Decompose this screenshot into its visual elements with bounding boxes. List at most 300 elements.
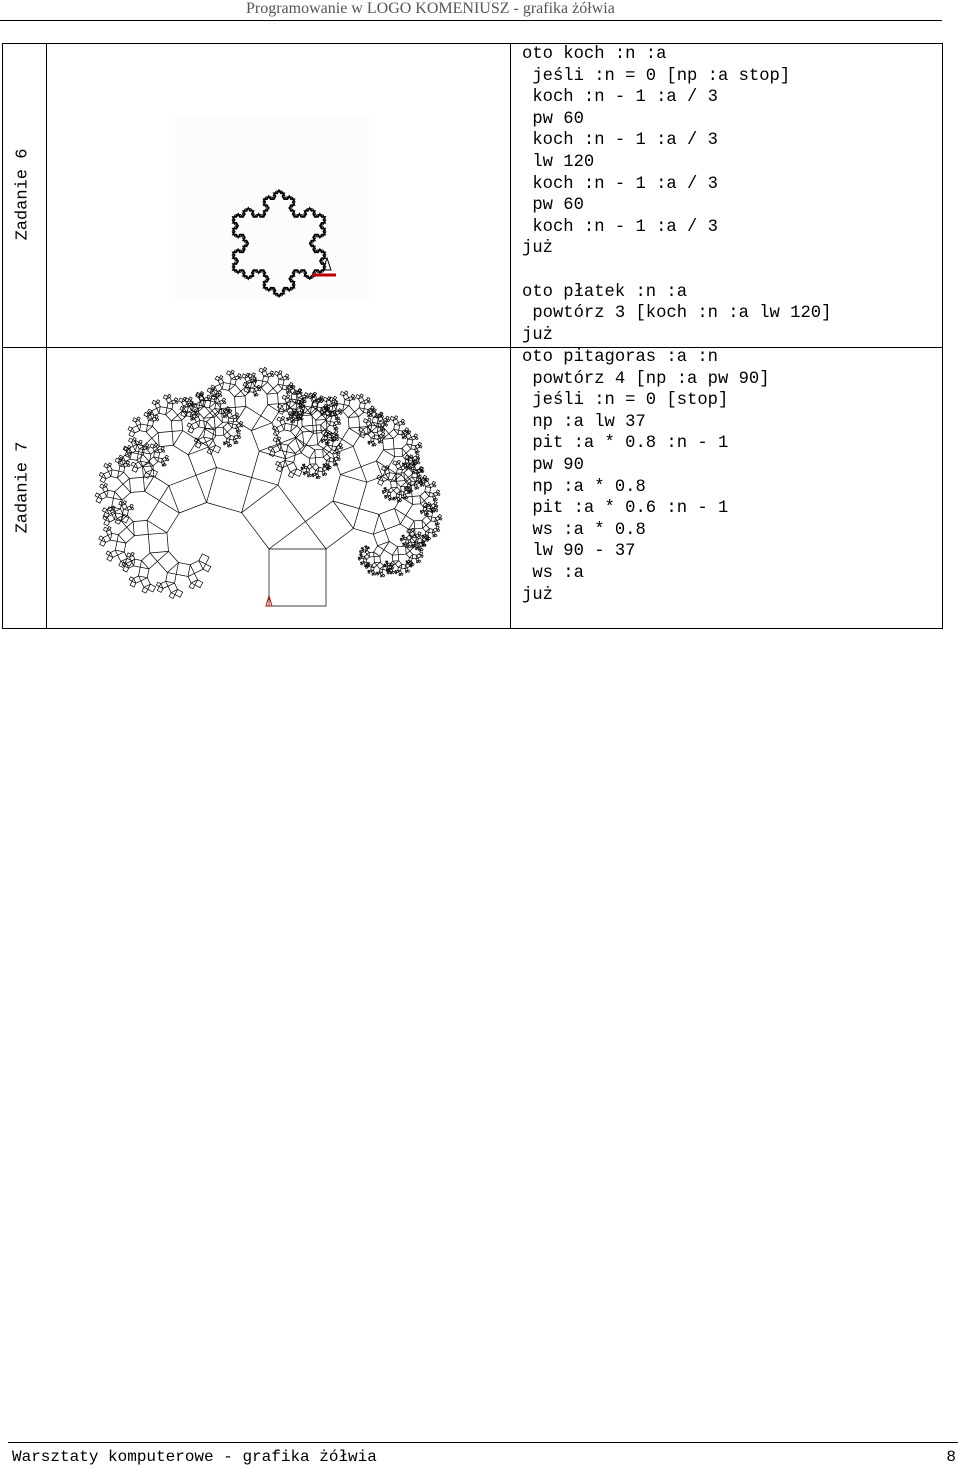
tree-square [199,420,207,428]
tree-square [396,494,399,497]
tree-square [140,424,148,432]
tree-square [389,571,391,574]
tree-square [225,415,228,418]
tree-square [422,535,423,537]
tree-square [148,584,156,592]
tree-square [389,488,394,493]
tree-square [387,492,390,495]
tree-square [406,551,413,558]
tree-square [167,403,173,409]
tree-square [415,488,417,490]
tree-square [148,420,154,426]
tree-square [267,393,278,404]
tree-square [115,541,126,552]
tree-square [143,463,153,473]
tree-square [340,447,343,450]
tree-square [195,580,203,588]
tree-square [174,398,177,401]
tree-square [397,460,400,463]
tree-square [162,450,165,452]
tree-square [223,442,224,443]
tree-square [342,428,360,446]
tree-square [232,424,237,429]
tree-square [189,583,195,589]
tree-square [415,452,417,454]
tree-square [99,472,103,476]
tree-square [401,564,406,569]
tree-square [166,409,178,421]
tree-square [360,562,361,563]
tree-square [372,574,374,576]
tree-square [207,468,252,513]
tree-square [224,443,226,445]
tree-square [400,516,414,530]
tree-square [305,393,308,396]
tree-square [118,527,134,543]
tree-square [419,550,421,552]
tree-square [392,571,395,574]
tree-square [261,405,279,423]
tree-square [263,367,266,370]
tree-square [156,400,159,403]
tree-square [322,474,324,476]
tree-square [222,398,225,401]
tree-square [137,455,149,467]
tree-square [384,542,398,556]
pythagoras-tree-squares [95,367,442,606]
tree-square [420,446,423,449]
code-line: pit :a * 0.6 :n - 1 [522,499,729,519]
tree-square [169,475,207,513]
tree-square [407,439,413,445]
tree-square [228,418,234,424]
tree-square [360,394,363,397]
tree-square [353,509,379,535]
tree-square [299,414,302,417]
tree-square [333,475,367,509]
tree-square [377,573,379,575]
tree-square [236,441,238,443]
code-line: ws :a * 0.8 [522,520,646,540]
tree-square [355,408,364,417]
code-line: pw 60 [522,196,584,216]
tree-square [329,458,334,463]
tree-square [395,497,413,515]
tree-square [243,382,247,386]
code-line: pw 60 [522,109,584,129]
tree-square [136,461,143,468]
tree-square [428,502,431,505]
tree-square [402,463,403,464]
tree-square [374,546,384,556]
tree-square [385,424,388,427]
tree-square [312,475,314,477]
tree-square [107,490,115,498]
tree-square [438,514,441,517]
tree-square [229,385,241,397]
tree-square [307,475,309,477]
tree-square [229,444,232,447]
page-footer [0,1442,960,1469]
tree-square [287,419,289,421]
pythagoras-tree-svg [88,358,448,610]
tree-square [301,467,302,468]
tree-square [227,445,229,447]
tree-square [288,391,291,394]
tree-square [220,376,223,379]
tree-square [382,492,384,494]
tree-square [368,415,370,417]
tree-square [134,559,142,567]
tree-square [336,427,338,430]
tree-square [238,436,241,439]
tree-square [353,398,356,401]
tree-square [147,501,179,533]
tree-square [387,419,390,421]
tree-square [382,490,383,491]
tree-square [420,485,422,487]
tree-square [123,501,126,504]
tree-square [176,563,190,577]
tree-square [440,518,442,521]
tree-square [374,573,377,576]
tree-square [303,472,304,473]
tree-square [402,422,405,425]
tree-square [312,464,319,471]
tree-square [344,400,350,406]
tree-square [111,550,118,557]
tree-square [295,426,313,444]
tree-square [269,549,326,606]
tree-square [126,461,129,464]
tree-square [133,438,136,441]
tree-square [156,582,160,586]
tree-square [273,384,282,393]
tree-square [427,511,433,517]
tree-square [133,520,148,535]
tree-square [423,525,430,532]
tree-square [371,438,374,441]
tree-square [173,431,197,455]
page-header [0,0,960,22]
pythagoras-tree-figure [88,358,448,610]
tree-square [400,491,405,496]
header-title: Programowanie w LOGO KOMENIUSZ - grafika żółwia [246,0,615,17]
tree-square [421,549,424,552]
tree-square [255,380,263,388]
column-divider-2 [510,43,511,629]
tree-square [418,560,421,563]
tree-square [306,469,309,472]
tree-square [416,561,418,563]
tree-square [360,551,361,552]
tree-square [405,571,407,573]
code-line: koch :n - 1 :a / 3 [522,131,718,151]
tree-square [196,413,199,416]
tree-square [190,561,203,574]
tree-square [364,554,369,559]
code-line: koch :n - 1 :a / 3 [522,217,718,237]
footer-text: Warsztaty komputerowe - grafika żółwia [12,1448,377,1466]
tree-square [403,544,405,546]
tree-square [316,477,318,479]
tree-square [369,552,374,557]
row-label-zadanie-7: Zadanie 7 [13,441,33,534]
tree-square [277,425,284,432]
tree-square [431,517,436,522]
tree-square [437,523,440,525]
tree-square [287,395,290,398]
tree-square [115,484,131,500]
tree-square [282,403,289,410]
tree-square [434,485,437,488]
tree-square [395,571,396,572]
tree-square [436,490,439,493]
tree-square [364,409,369,414]
tree-square [398,567,401,570]
tree-square [408,545,411,548]
tree-square [366,546,367,547]
tree-square [359,403,365,409]
tree-square [134,576,141,583]
tree-square [374,444,377,447]
tree-square [137,417,140,420]
tree-square [192,422,199,429]
tree-square [389,429,398,438]
tree-square [421,512,423,514]
tree-square [203,564,211,572]
tree-square [312,394,315,397]
tree-square [429,493,434,498]
tree-square [131,552,134,555]
tree-square [372,563,377,568]
tree-square [435,498,438,501]
tree-square [369,414,372,417]
tree-square [371,406,374,409]
tree-square [411,528,414,531]
tree-square [128,464,131,467]
tree-square [100,492,107,499]
tree-square [387,561,388,562]
tree-square [385,487,386,488]
tree-square [282,385,287,390]
tree-square [368,443,370,445]
tree-square [123,454,130,461]
tree-square [374,556,380,562]
tree-square [378,442,380,444]
tree-square [386,466,389,469]
tree-square [279,371,282,374]
tree-square [215,384,222,391]
tree-square [434,506,437,509]
code-block-pitagoras [522,347,770,606]
tree-square [298,389,301,392]
tree-square [351,394,354,397]
tree-square [281,416,284,419]
tree-square [423,544,425,547]
tree-square [411,545,412,546]
tree-square [110,533,118,541]
tree-square [412,563,414,566]
tree-square [381,575,383,577]
tree-square [108,526,111,529]
tree-square [336,403,344,411]
tree-square [363,427,370,434]
tree-square [372,445,374,447]
tree-square [324,473,327,476]
tree-square [199,554,209,564]
tree-square [433,535,435,537]
tree-square [278,379,284,385]
tree-square [286,392,288,394]
code-line: jeśli :n = 0 [stop] [522,391,729,411]
tree-square [369,548,370,549]
tree-square [231,370,234,373]
tree-square [368,441,369,442]
tree-square [171,420,182,431]
tree-square [159,407,167,415]
tree-square [373,530,389,546]
tree-square [337,455,340,458]
tree-square [142,587,148,593]
code-line: np :a * 0.8 [522,477,646,497]
tree-square [111,470,119,478]
tree-square [406,540,409,543]
tree-square [425,487,431,493]
tree-square [401,573,404,576]
tree-square [131,462,135,466]
tree-square [218,391,221,394]
tree-square [252,451,286,485]
tree-square [230,379,236,385]
tree-square [383,438,394,449]
code-line: już [522,585,553,605]
tree-square [333,396,336,399]
tree-square [284,423,292,431]
tree-square [335,430,338,433]
tree-square [301,415,312,426]
tree-square [168,394,171,397]
tree-square [239,377,242,380]
tree-square [401,419,404,422]
tree-square [224,432,231,439]
code-line: lw 120 [522,152,595,172]
tree-square [189,397,192,400]
code-line: np :a lw 37 [522,412,646,432]
tree-square [235,396,246,407]
tree-square [368,418,371,421]
tree-square [409,455,412,458]
tree-square [380,441,383,444]
tree-square [224,401,226,404]
tree-square [112,498,123,509]
tree-square [230,436,235,441]
tree-square [435,534,438,537]
tree-square [132,426,139,433]
tree-square [368,570,369,571]
tree-square [419,535,422,538]
tree-square [404,436,407,439]
tree-square [437,529,440,532]
tree-square [237,433,240,436]
tree-square [237,406,261,430]
tree-square [223,423,232,432]
tree-square [395,572,397,574]
tree-square [323,454,330,461]
tree-square [376,450,394,468]
code-line: oto koch :n :a [522,45,667,64]
tree-square [345,391,348,394]
tree-square [396,469,402,475]
tree-square [191,419,193,421]
tree-square [325,443,327,445]
tree-square [379,569,382,572]
tree-square [242,485,306,549]
tree-square [327,440,333,446]
tree-square [104,483,107,486]
tree-square [256,394,259,397]
code-line: powtórz 3 [koch :n :a lw 120] [522,304,832,324]
tree-square [393,498,395,500]
header-rule [0,20,942,21]
tree-square [129,577,133,581]
tree-square [372,417,378,423]
tree-square [309,474,312,477]
tree-square [213,445,221,453]
tree-square [406,561,407,562]
tree-square [409,558,412,562]
tree-square [337,417,340,420]
tree-square [323,464,324,465]
tree-square [157,551,178,572]
tree-square [384,564,385,565]
code-line: oto płatek :n :a [522,282,688,302]
tree-square [368,422,377,431]
tree-square [188,573,198,583]
tree-square [318,476,321,479]
tree-square [234,442,236,444]
tree-square [363,559,366,562]
tree-square [374,435,379,440]
tree-square [258,389,261,392]
tree-square [402,437,404,439]
tree-square [334,428,336,430]
tree-square [117,472,129,484]
tree-square [358,557,359,558]
tree-square [338,458,341,461]
tree-square [99,536,103,540]
code-line: oto pitagoras :a :n [522,348,718,367]
tree-square [162,465,164,467]
tree-square [379,509,400,530]
row-divider [2,347,943,348]
tree-square [305,501,353,549]
tree-square [315,471,318,474]
tree-square [329,466,332,469]
tree-square [263,376,269,382]
tree-square [367,397,370,400]
tree-square [432,481,435,484]
tree-square [412,555,417,560]
tree-square [118,552,128,562]
tree-square [290,383,293,386]
tree-square [147,447,149,449]
tree-square [287,462,297,472]
tree-square [368,562,369,563]
tree-square [222,383,230,391]
tree-square [102,508,106,512]
tree-square [104,472,111,479]
